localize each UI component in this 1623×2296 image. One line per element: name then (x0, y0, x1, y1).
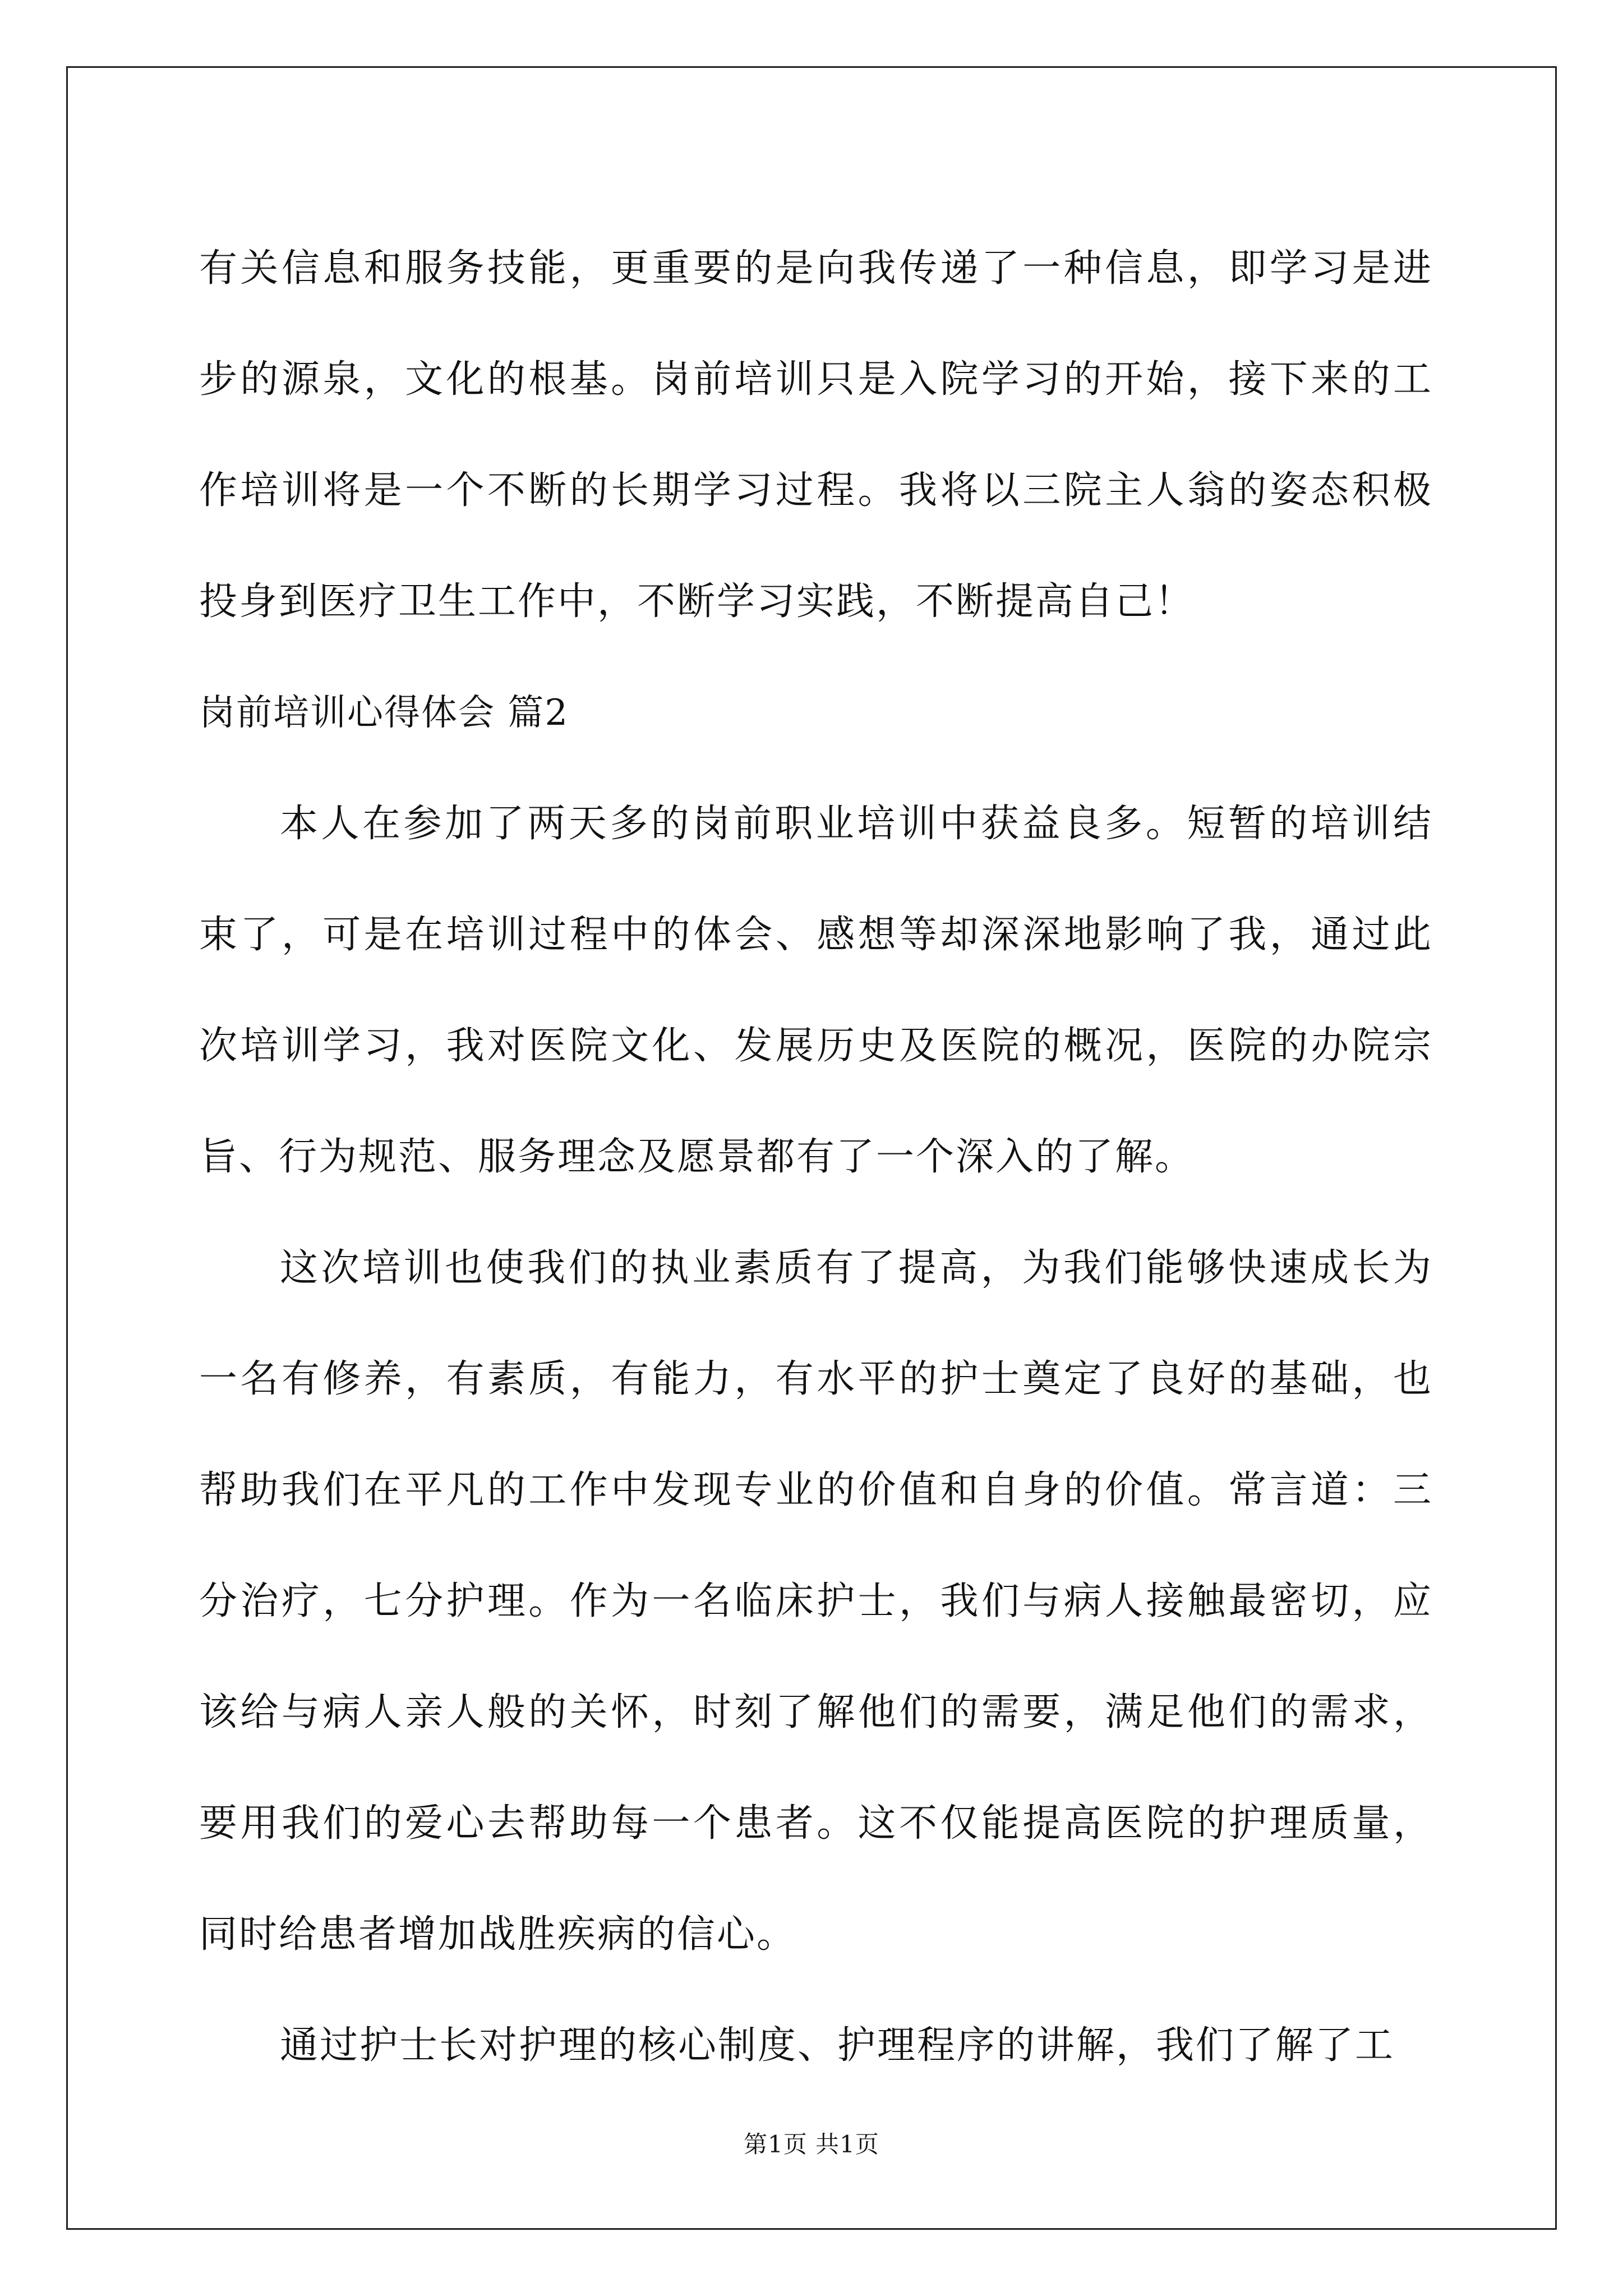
document-body (199, 213, 1433, 2101)
paragraph-continuation: 有关信息和服务技能，更重要的是向我传递了一种信息，即学习是进步的源泉，文化的根基。岗前培训只是入院学习的开始，接下来的工作培训将是一个不断的长期学习过程。我将以三院主人翁的姿态积极投身到医疗卫生工作中，不断学习实践，不断提高自己！ (199, 246, 1433, 624)
paragraph-nursing-quality: 这次培训也使我们的执业素质有了提高，为我们能够快速成长为一名有修养，有素质，有能力，有水平的护士奠定了良好的基础，也帮助我们在平凡的工作中发现专业的价值和自身的价值。常言道：三分治疗，七分护理。作为一名临床护士，我们与病人接触最密切，应该给与病人亲人般的关怀，时刻了解他们的需要，满足他们的需求，要用我们的爱心去帮助每一个患者。这不仅能提高医院的护理质量，同时给患者增加战胜疾病的信心。 (199, 1246, 1433, 1957)
section-heading: 岗前培训心得体会 篇2 (199, 692, 569, 734)
page-footer: 第1页 共1页 (744, 2131, 879, 2158)
paragraph-training-gains: 本人在参加了两天多的岗前职业培训中获益良多。短暂的培训结束了，可是在培训过程中的体会、感想等却深深地影响了我，通过此次培训学习，我对医院文化、发展历史及医院的概况，医院的办院宗旨、行为规范、服务理念及愿景都有了一个深入的了解。 (199, 802, 1433, 1179)
paragraph-head-nurse: 通过护士长对护理的核心制度、护理程序的讲解，我们了解了工 (280, 2023, 1395, 2068)
